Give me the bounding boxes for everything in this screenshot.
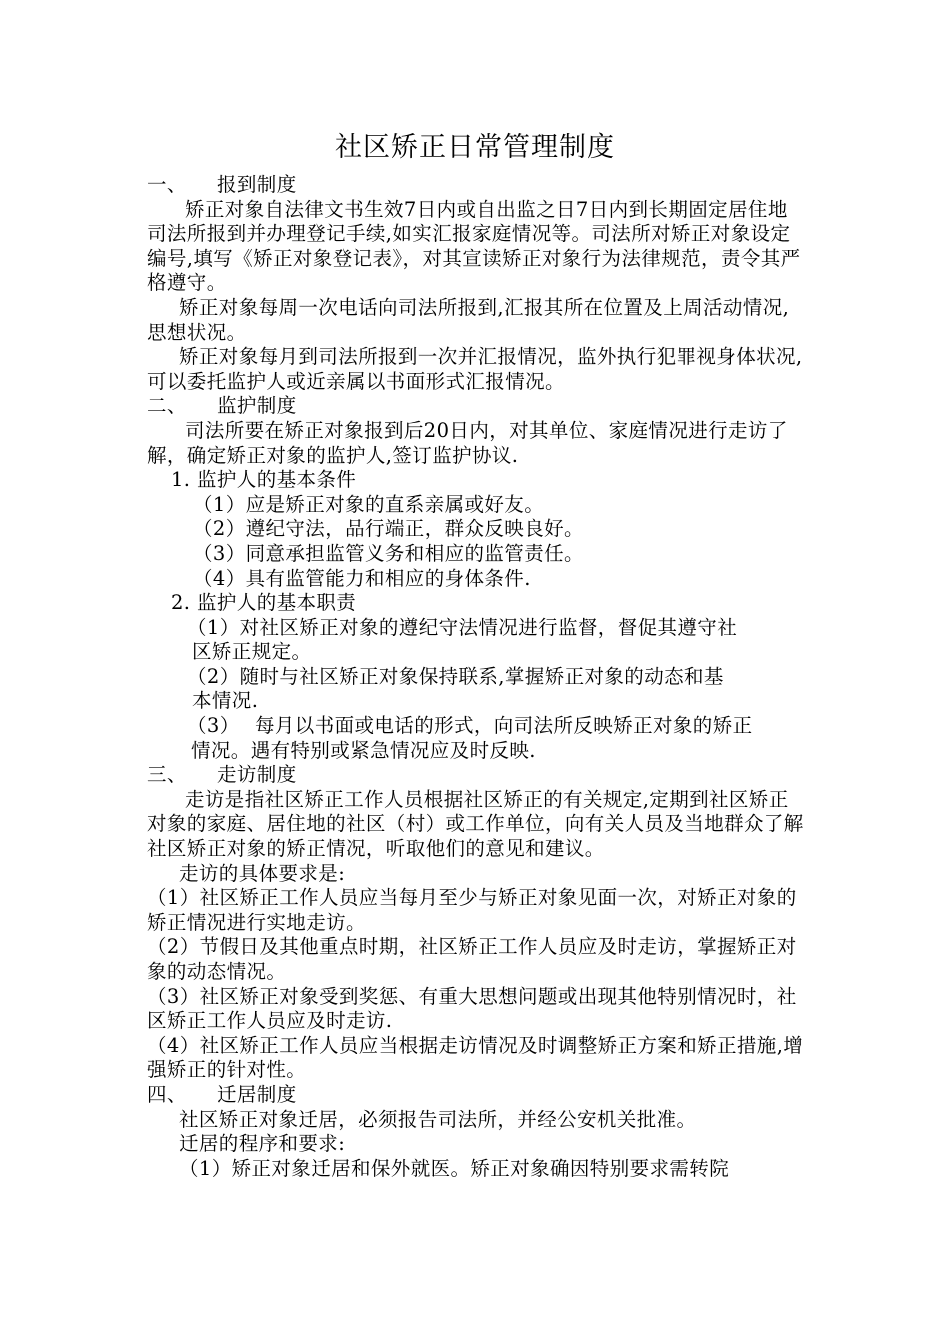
section-number: 二、 bbox=[147, 394, 187, 418]
section-title: 监护制度 bbox=[217, 394, 297, 418]
subsection-heading: 1. 监护人的基本条件 bbox=[171, 468, 357, 492]
paragraph: 司法所要在矫正对象报到后20日内，对其单位、家庭情况进行走访了解，确定矫正对象的监护人,签订监护协议. bbox=[147, 418, 788, 467]
paragraph: 走访是指社区矫正工作人员根据社区矫正的有关规定,定期到社区矫正对象的家庭、居住地的社区（村）或工作单位，向有关人员及当地群众了解社区矫正对象的矫正情况，听取他们的意见和建议。 bbox=[147, 787, 804, 861]
list-item-line: 本情况. bbox=[192, 689, 259, 713]
list-item: （4）具有监管能力和相应的身体条件. bbox=[193, 566, 531, 590]
section-heading-4 bbox=[147, 1083, 807, 1108]
paragraph: 矫正对象自法律文书生效7日内或自出监之日7日内到长期固定居住地司法所报到并办理登记手续,如实汇报家庭情况等。司法所对矫正对象设定编号,填写《矫正对象登记表》，对其宣读矫正对象行为法律规范，责令其严格遵守。 bbox=[147, 197, 801, 295]
paragraph: 矫正对象每周一次电话向司法所报到,汇报其所在位置及上周活动情况,思想状况。 bbox=[147, 295, 790, 344]
section-title: 报到制度 bbox=[217, 173, 297, 196]
list-item-line: 情况。遇有特别或紧急情况应及时反映. bbox=[191, 738, 536, 762]
document-body bbox=[147, 173, 807, 1181]
list-item-line: （1）对社区矫正对象的遵纪守法情况进行监督，督促其遵守社 bbox=[187, 615, 738, 639]
paragraph: 迁居的程序和要求: bbox=[179, 1132, 346, 1156]
list-item: （1）应是矫正对象的直系亲属或好友。 bbox=[193, 492, 545, 516]
list-item-line: 区矫正规定。 bbox=[192, 640, 312, 664]
section-title: 走访制度 bbox=[217, 763, 297, 787]
list-item bbox=[147, 665, 807, 714]
list-item bbox=[147, 714, 807, 739]
paragraph: 矫正对象每月到司法所报到一次并汇报情况，监外执行犯罪视身体状况,可以委托监护人或近亲属以书面形式汇报情况。 bbox=[147, 345, 803, 393]
list-item: （4）社区矫正工作人员应当根据走访情况及时调整矫正方案和矫正措施,增强矫正的针对性。 bbox=[147, 1033, 804, 1082]
section-number: 三、 bbox=[147, 763, 187, 787]
subsection-heading: 2. 监护人的基本职责 bbox=[171, 591, 357, 615]
section-number: 一、 bbox=[147, 173, 187, 196]
section-heading-2 bbox=[147, 394, 807, 419]
list-item-text: 每月以书面或电话的形式，向司法所反映矫正对象的矫正 bbox=[255, 714, 753, 738]
list-item bbox=[147, 616, 807, 665]
section-heading-3 bbox=[147, 763, 807, 788]
paragraph: 走访的具体要求是: bbox=[179, 861, 346, 885]
list-item: （1）社区矫正工作人员应当每月至少与矫正对象见面一次，对矫正对象的矫正情况进行实地走访。 bbox=[147, 886, 797, 934]
section-number: 四、 bbox=[147, 1082, 187, 1106]
list-item-line: （2）随时与社区矫正对象保持联系,掌握矫正对象的动态和基 bbox=[187, 664, 724, 688]
section-heading-1 bbox=[147, 173, 807, 198]
list-item: （3）社区矫正对象受到奖惩、有重大思想问题或出现其他特别情况时，社区矫正工作人员应及时走访. bbox=[147, 984, 797, 1033]
list-item-label: （3） bbox=[187, 714, 240, 738]
list-item: （1）矫正对象迁居和保外就医。矫正对象确因特别要求需转院 bbox=[179, 1156, 730, 1180]
paragraph: 社区矫正对象迁居，必须报告司法所，并经公安机关批准。 bbox=[179, 1107, 697, 1131]
section-title: 迁居制度 bbox=[217, 1082, 297, 1106]
document-title: 社区矫正日常管理制度 bbox=[335, 132, 615, 163]
list-item: （3）同意承担监管义务和相应的监管责任。 bbox=[193, 541, 584, 565]
list-item: （2）遵纪守法，品行端正，群众反映良好。 bbox=[193, 517, 584, 541]
list-item: （2）节假日及其他重点时期，社区矫正工作人员应及时走访，掌握矫正对象的动态情况。 bbox=[147, 935, 797, 983]
